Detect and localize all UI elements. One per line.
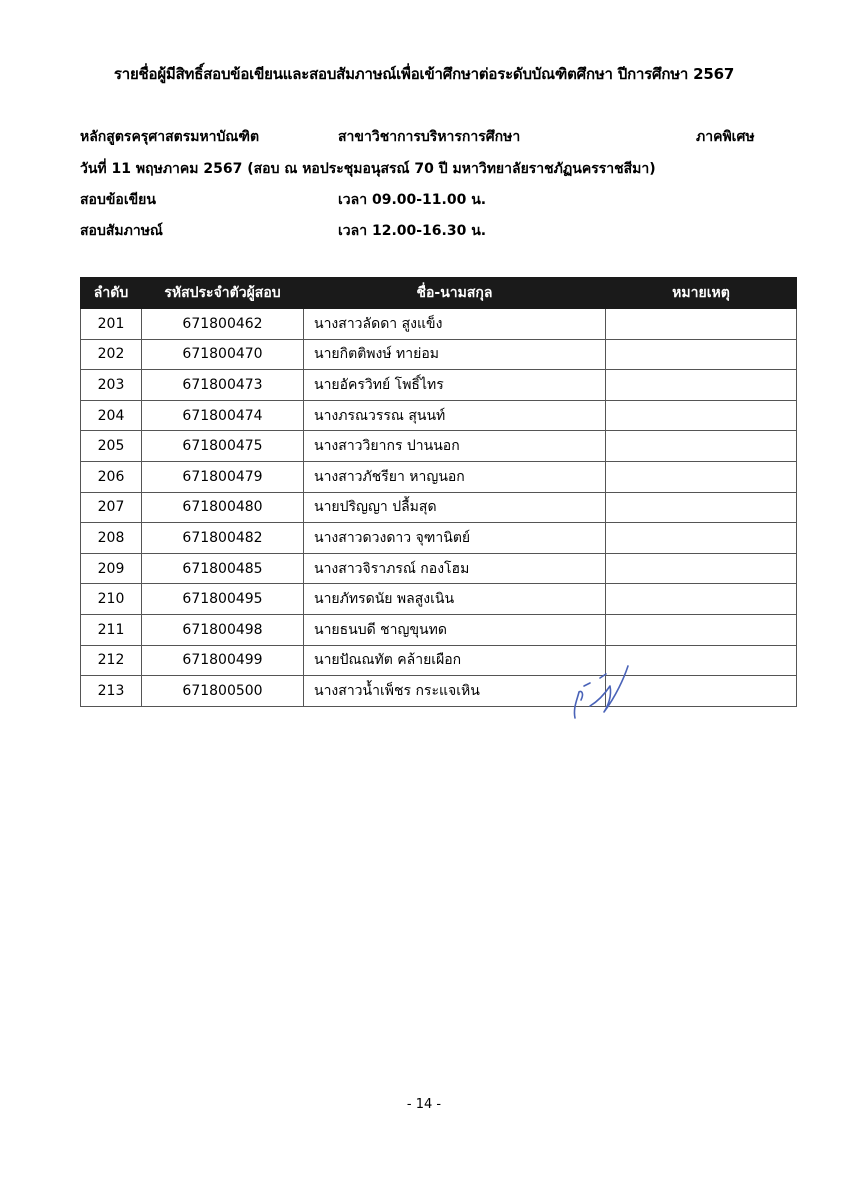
table-row	[81, 400, 797, 431]
row-order: 201	[81, 309, 142, 340]
page-number: - 14 -	[406, 1097, 442, 1112]
row-remarks	[606, 614, 797, 645]
header-exam-id: รหัสประจำตัวผู้สอบ	[142, 278, 304, 309]
row-full-name: นางสาวลัดดา สูงแข็ง	[304, 309, 606, 340]
row-order: 213	[81, 676, 142, 707]
row-exam-id: 671800485	[142, 553, 304, 584]
row-remarks	[606, 400, 797, 431]
row-exam-id: 671800462	[142, 309, 304, 340]
header-order: ลำดับ	[81, 278, 142, 309]
row-exam-id: 671800474	[142, 400, 304, 431]
row-exam-id: 671800475	[142, 431, 304, 462]
table-row	[81, 614, 797, 645]
row-order: 209	[81, 553, 142, 584]
row-exam-id: 671800499	[142, 645, 304, 676]
row-order: 202	[81, 339, 142, 370]
row-remarks	[606, 339, 797, 370]
major-name: สาขาวิชาการบริหารการศึกษา	[338, 129, 521, 145]
row-full-name: นางสาวจิราภรณ์ กองโฮม	[304, 553, 606, 584]
row-order: 205	[81, 431, 142, 462]
row-order: 204	[81, 400, 142, 431]
table-row	[81, 461, 797, 492]
row-exam-id: 671800482	[142, 523, 304, 554]
table-header-row	[81, 278, 797, 309]
row-remarks	[606, 461, 797, 492]
table-row	[81, 431, 797, 462]
header-remarks: หมายเหตุ	[606, 278, 797, 309]
row-exam-id: 671800480	[142, 492, 304, 523]
row-order: 206	[81, 461, 142, 492]
program-name: หลักสูตรครุศาสตรมหาบัณฑิต	[80, 129, 260, 145]
table-row	[81, 676, 797, 707]
written-exam-time: เวลา 09.00-11.00 น.	[338, 192, 487, 208]
row-full-name: นายปัณณทัต คล้ายเผือก	[304, 645, 606, 676]
row-order: 207	[81, 492, 142, 523]
row-exam-id: 671800500	[142, 676, 304, 707]
row-full-name: นายกิตติพงษ์ ทาย่อม	[304, 339, 606, 370]
row-full-name: นางภรณวรรณ สุนนท์	[304, 400, 606, 431]
interview-time: เวลา 12.00-16.30 น.	[338, 223, 487, 239]
row-full-name: นายปริญญา ปลื้มสุด	[304, 492, 606, 523]
table-row	[81, 492, 797, 523]
exam-date-line: วันที่ 11 พฤษภาคม 2567 (สอบ ณ หอประชุมอนุสรณ์ 70 ปี มหาวิทยาลัยราชภัฏนครราชสีมา)	[80, 161, 656, 177]
row-remarks	[606, 309, 797, 340]
row-exam-id: 671800498	[142, 614, 304, 645]
row-exam-id: 671800473	[142, 370, 304, 401]
row-remarks	[606, 492, 797, 523]
row-full-name: นางสาวน้ำเพ็ชร กระแจเหิน	[304, 676, 606, 707]
row-full-name: นายธนบดี ชาญขุนทด	[304, 614, 606, 645]
row-full-name: นางสาววิยากร ปานนอก	[304, 431, 606, 462]
candidate-table	[80, 277, 797, 707]
row-order: 208	[81, 523, 142, 554]
table-row	[81, 584, 797, 615]
row-remarks	[606, 584, 797, 615]
row-order: 212	[81, 645, 142, 676]
row-full-name: นายภัทรดนัย พลสูงเนิน	[304, 584, 606, 615]
row-remarks	[606, 553, 797, 584]
row-full-name: นางสาวภัชรียา หาญนอก	[304, 461, 606, 492]
header-full-name: ชื่อ-นามสกุล	[304, 278, 606, 309]
section-name: ภาคพิเศษ	[696, 129, 755, 145]
row-exam-id: 671800479	[142, 461, 304, 492]
row-order: 203	[81, 370, 142, 401]
written-exam-label: สอบข้อเขียน	[80, 192, 156, 208]
row-order: 210	[81, 584, 142, 615]
row-exam-id: 671800470	[142, 339, 304, 370]
table-row	[81, 645, 797, 676]
row-full-name: นายอัครวิทย์ โพธิ์ไทร	[304, 370, 606, 401]
row-order: 211	[81, 614, 142, 645]
table-row	[81, 553, 797, 584]
row-exam-id: 671800495	[142, 584, 304, 615]
document-title: รายชื่อผู้มีสิทธิ์สอบข้อเขียนและสอบสัมภาษณ์เพื่อเข้าศึกษาต่อระดับบัณฑิตศึกษา ปีการศึกษา 2567	[113, 65, 735, 83]
table-row	[81, 339, 797, 370]
row-remarks	[606, 431, 797, 462]
row-remarks	[606, 523, 797, 554]
table-row	[81, 523, 797, 554]
row-full-name: นางสาวดวงดาว จุฑานิตย์	[304, 523, 606, 554]
interview-label: สอบสัมภาษณ์	[80, 223, 163, 239]
table-row	[81, 309, 797, 340]
row-remarks	[606, 370, 797, 401]
handwritten-signature	[566, 656, 636, 726]
table-row	[81, 370, 797, 401]
